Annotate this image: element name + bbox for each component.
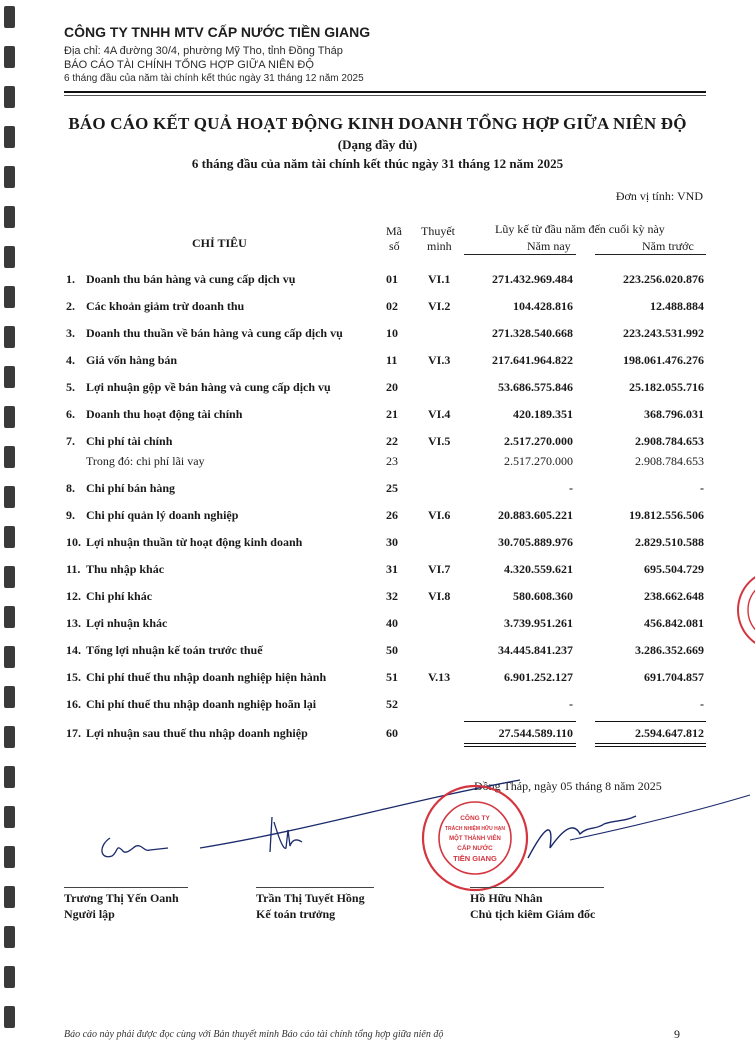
row-index: 12. [66, 589, 81, 603]
row-current: 4.320.559.621 [504, 562, 573, 576]
table-row [0, 272, 755, 292]
row-previous: - [700, 697, 704, 711]
row-index: 11. [66, 562, 81, 576]
row-current: 20.883.605.221 [498, 508, 573, 522]
row-previous: 691.704.857 [644, 670, 704, 684]
company-address: Địa chỉ: 4A đường 30/4, phường Mỹ Tho, tỉnh Đồng Tháp [64, 45, 343, 57]
accountant-name: Trần Thị Tuyết Hồng [256, 891, 365, 905]
row-note: VI.5 [428, 434, 451, 448]
row-index: 14. [66, 643, 81, 657]
row-current: - [569, 697, 573, 711]
row-code: 50 [386, 643, 398, 657]
row-previous: 695.504.729 [644, 562, 704, 576]
row-previous: 19.812.556.506 [629, 508, 704, 522]
report-form: (Dạng đầy đủ) [337, 137, 418, 152]
page-number: 9 [674, 1027, 680, 1041]
row-code: 21 [386, 407, 398, 421]
row-code: 01 [386, 272, 398, 286]
currency-unit: Đơn vị tính: VND [615, 189, 703, 203]
total-top-rule-previous [595, 721, 706, 722]
row-index: 16. [66, 697, 81, 711]
footer-note: Báo cáo này phải được đọc cùng với Bản thuyết minh Báo cáo tài chính tổng hợp giữa niên độ [64, 1029, 444, 1040]
binder-ring [4, 766, 15, 788]
row-index: 8. [66, 481, 75, 495]
row-code: 02 [386, 299, 398, 313]
col-header-current: Năm nay [527, 239, 571, 253]
row-code: 22 [386, 434, 398, 448]
table-row [0, 299, 755, 319]
row-current: 30.705.889.976 [498, 535, 573, 549]
binder-ring [4, 966, 15, 988]
row-label: Các khoản giảm trừ doanh thu [86, 299, 245, 313]
col-header-group: Lũy kế từ đầu năm đến cuối kỳ này [495, 222, 665, 236]
table-row [0, 643, 755, 663]
row-previous: 12.488.884 [650, 299, 704, 313]
binder-ring [4, 6, 15, 28]
binder-ring [4, 206, 15, 228]
row-previous: 25.182.055.716 [629, 380, 704, 394]
row-code: 30 [386, 535, 398, 549]
header-rule [64, 91, 706, 93]
row-label: Doanh thu thuần về bán hàng và cung cấp dịch vụ [86, 326, 343, 340]
row-label: Lợi nhuận khác [86, 616, 168, 630]
row-code: 11 [386, 353, 398, 367]
row-label: Chi phí tài chính [86, 434, 173, 448]
row-current: 34.445.841.237 [498, 643, 573, 657]
binder-ring [4, 46, 15, 68]
row-previous: 456.842.081 [644, 616, 704, 630]
row-code: 26 [386, 508, 398, 522]
binder-ring [4, 1006, 15, 1028]
row-label: Giá vốn hàng bán [86, 353, 178, 367]
row-index: 5. [66, 380, 75, 394]
row-note: VI.3 [428, 353, 451, 367]
total-double-underline-previous [595, 746, 706, 747]
svg-text:TRÁCH NHIỆM HỮU HẠN: TRÁCH NHIỆM HỮU HẠN [445, 826, 505, 832]
binder-ring [4, 846, 15, 868]
row-previous: 198.061.476.276 [623, 353, 704, 367]
table-row [0, 697, 755, 717]
binder-ring [4, 926, 15, 948]
col-rule-current [464, 254, 576, 255]
col-header-previous: Năm trước [642, 239, 694, 253]
row-code: 31 [386, 562, 398, 576]
row-previous: - [700, 481, 704, 495]
row-previous: 223.256.020.876 [623, 272, 704, 286]
col-header-item: CHỈ TIÊU [192, 236, 247, 250]
row-previous: 2.594.647.812 [635, 726, 704, 740]
row-current: 217.641.964.822 [492, 353, 573, 367]
director-role: Chủ tịch kiêm Giám đốc [470, 907, 596, 921]
binder-ring [4, 86, 15, 108]
table-row [0, 353, 755, 373]
row-current: 420.189.351 [513, 407, 573, 421]
table-row [0, 616, 755, 636]
row-previous: 368.796.031 [644, 407, 704, 421]
row-current: 104.428.816 [513, 299, 573, 313]
header-rule-thin [64, 95, 706, 96]
row-code: 40 [386, 616, 398, 630]
row-current: 271.432.969.484 [492, 272, 573, 286]
row-label: Lợi nhuận sau thuế thu nhập doanh nghiệp [86, 726, 308, 740]
row-code: 60 [386, 726, 398, 740]
edge-seal-fragment [730, 565, 755, 655]
row-label: Chi phí bán hàng [86, 481, 176, 495]
row-code: 10 [386, 326, 398, 340]
row-previous: 2.829.510.588 [635, 535, 704, 549]
row-index: 3. [66, 326, 75, 340]
accountant-sign-line [256, 887, 374, 888]
row-index: 4. [66, 353, 75, 367]
row-label: Lợi nhuận gộp về bán hàng và cung cấp dịch vụ [86, 380, 331, 394]
row-index: 7. [66, 434, 75, 448]
row-current: 27.544.589.110 [498, 726, 573, 740]
total-double-underline-current [464, 746, 576, 747]
preparer-signature [92, 828, 172, 868]
row-index: 9. [66, 508, 75, 522]
accountant-signature [262, 812, 322, 862]
binder-ring [4, 246, 15, 268]
company-name: CÔNG TY TNHH MTV CẤP NƯỚC TIỀN GIANG [64, 24, 371, 40]
report-name: BÁO CÁO TÀI CHÍNH TỔNG HỢP GIỮA NIÊN ĐỘ [64, 59, 314, 71]
row-note: VI.6 [428, 508, 451, 522]
row-code: 32 [386, 589, 398, 603]
row-label: Trong đó: chi phí lãi vay [86, 454, 205, 468]
total-underline-previous [595, 743, 706, 744]
row-index: 17. [66, 726, 81, 740]
row-label: Lợi nhuận thuần từ hoạt động kinh doanh [86, 535, 303, 549]
row-label: Thu nhập khác [86, 562, 165, 576]
director-sign-line [470, 887, 604, 888]
table-row [0, 535, 755, 555]
row-current: 580.608.360 [513, 589, 573, 603]
table-row [0, 481, 755, 501]
report-period: 6 tháng đầu của năm tài chính kết thúc ngày 31 tháng 12 năm 2025 [64, 73, 364, 84]
table-row [0, 407, 755, 427]
row-label: Chi phí quản lý doanh nghiệp [86, 508, 239, 522]
table-row [0, 562, 755, 582]
preparer-sign-line [64, 887, 188, 888]
row-label: Doanh thu hoạt động tài chính [86, 407, 243, 421]
table-row [0, 670, 755, 690]
svg-text:TIỀN GIANG: TIỀN GIANG [453, 854, 497, 863]
table-row [0, 508, 755, 528]
row-code: 20 [386, 380, 398, 394]
col-header-note-1: Thuyết [421, 224, 455, 238]
row-index: 15. [66, 670, 81, 684]
row-note: V.13 [428, 670, 451, 684]
svg-text:CÔNG TY: CÔNG TY [460, 815, 490, 822]
row-note: VI.2 [428, 299, 451, 313]
row-previous: 238.662.648 [644, 589, 704, 603]
svg-text:MỘT THÀNH VIÊN: MỘT THÀNH VIÊN [449, 836, 501, 842]
preparer-role: Người lập [64, 907, 115, 921]
row-label: Chi phí thuế thu nhập doanh nghiệp hiện hành [86, 670, 327, 684]
col-header-code-1: Mã [386, 224, 402, 238]
accountant-role: Kế toán trưởng [256, 907, 336, 921]
row-previous: 2.908.784.653 [635, 434, 704, 448]
table-row [0, 380, 755, 400]
row-current: 2.517.270.000 [504, 434, 573, 448]
row-current: - [569, 481, 573, 495]
row-previous: 223.243.531.992 [623, 326, 704, 340]
row-current: 3.739.951.261 [504, 616, 573, 630]
total-underline-current [464, 743, 576, 744]
row-current: 271.328.540.668 [492, 326, 573, 340]
table-row [0, 589, 755, 609]
col-header-note-2: minh [427, 239, 452, 253]
row-index: 10. [66, 535, 81, 549]
table-row [0, 326, 755, 346]
row-label: Chi phí khác [86, 589, 153, 603]
row-note: VI.4 [428, 407, 451, 421]
svg-text:CẤP NƯỚC: CẤP NƯỚC [457, 845, 493, 852]
row-index: 6. [66, 407, 75, 421]
row-current: 2.517.270.000 [504, 454, 573, 468]
row-code: 25 [386, 481, 398, 495]
col-rule-previous [595, 254, 706, 255]
row-current: 53.686.575.846 [498, 380, 573, 394]
row-index: 1. [66, 272, 75, 286]
table-row [0, 434, 755, 454]
table-row [0, 454, 755, 474]
director-name: Hồ Hữu Nhân [470, 891, 543, 905]
row-label: Doanh thu bán hàng và cung cấp dịch vụ [86, 272, 296, 286]
row-note: VI.7 [428, 562, 451, 576]
row-previous: 2.908.784.653 [635, 454, 704, 468]
document-header [64, 24, 370, 86]
binder-ring [4, 806, 15, 828]
row-label: Tổng lợi nhuận kế toán trước thuế [86, 643, 263, 657]
company-seal [420, 783, 530, 893]
row-label: Chi phí thuế thu nhập doanh nghiệp hoãn lại [86, 697, 317, 711]
binder-ring [4, 886, 15, 908]
row-note: VI.1 [428, 272, 451, 286]
row-code: 51 [386, 670, 398, 684]
report-title: BÁO CÁO KẾT QUẢ HOẠT ĐỘNG KINH DOANH TỔNG HỢP GIỮA NIÊN ĐỘ [68, 114, 687, 133]
report-title-period: 6 tháng đầu của năm tài chính kết thúc ngày 31 tháng 12 năm 2025 [191, 156, 564, 171]
row-current: 6.901.252.127 [504, 670, 573, 684]
row-previous: 3.286.352.669 [635, 643, 704, 657]
row-index: 13. [66, 616, 81, 630]
row-code: 23 [386, 454, 398, 468]
col-header-code-2: số [389, 239, 400, 253]
director-signature [524, 808, 644, 868]
row-code: 52 [386, 697, 398, 711]
signature-date: Đồng Tháp, ngày 05 tháng 8 năm 2025 [474, 779, 662, 793]
preparer-name: Trương Thị Yến Oanh [64, 891, 179, 905]
row-index: 2. [66, 299, 75, 313]
total-top-rule-current [464, 721, 576, 722]
row-note: VI.8 [428, 589, 451, 603]
